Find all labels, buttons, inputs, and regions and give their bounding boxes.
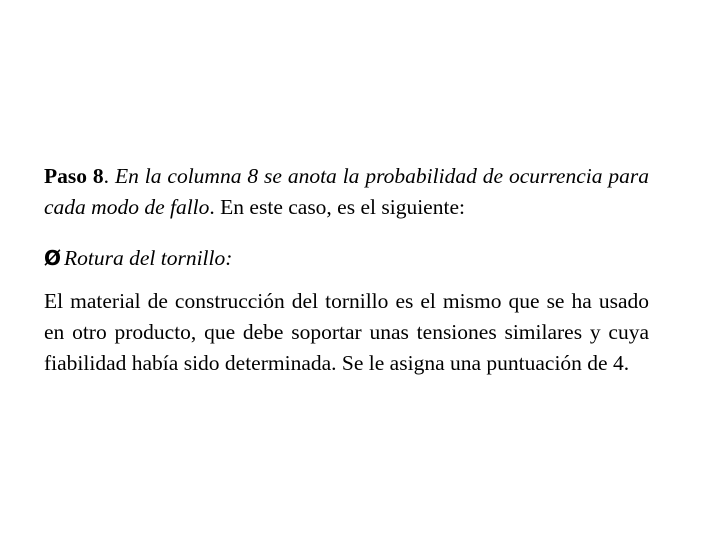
step-description: En la columna 8 se anota la probabilidad de ocurrencia para cada modo de fallo [44, 164, 650, 219]
slide-content [44, 161, 649, 379]
body-paragraph: El material de construcción del tornillo es el mismo que se ha usado en otro producto, que debe soportar unas tensiones similares y cuya fiabilidad había sido determinada. Se le asigna una puntuación de 4. [44, 289, 649, 375]
arrow-bullet-icon: Ø [44, 246, 62, 270]
step-label: Paso 8 [44, 164, 104, 188]
bullet-item [44, 243, 649, 274]
bullet-heading: Rotura del tornillo: [64, 246, 233, 270]
step-paragraph [44, 161, 649, 223]
step-tail: . En este caso, es el siguiente: [209, 195, 465, 219]
step-label-punctuation: . [103, 164, 110, 188]
